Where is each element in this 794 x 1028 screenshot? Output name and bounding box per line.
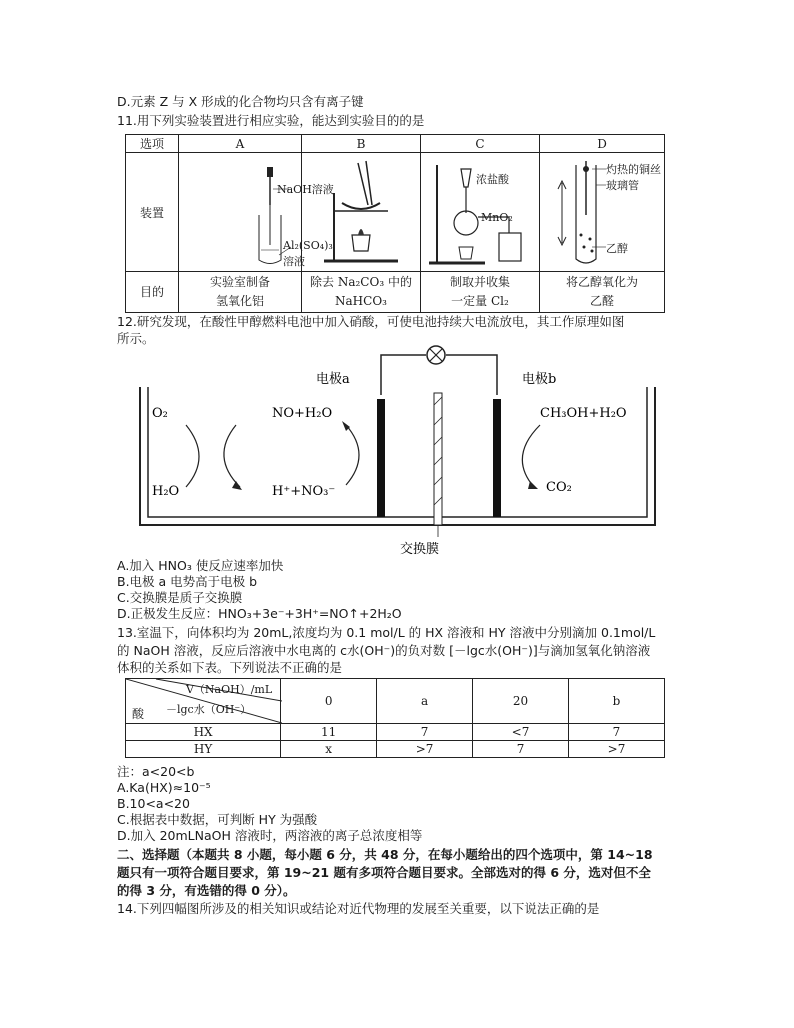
col-b: B xyxy=(302,135,421,153)
header-lgc: －lgc水（OH⁻） xyxy=(166,703,252,716)
q12-option-b: B.电极 a 电势高于电极 b xyxy=(117,574,258,589)
label-h-no3: H⁺+NO₃⁻ xyxy=(272,484,336,499)
q13-option-c: C.根据表中数据，可判断 HY 为强酸 xyxy=(117,812,318,827)
device-b xyxy=(302,153,421,272)
label-h2o: H₂O xyxy=(152,484,180,499)
label-hot-copper: 灼热的铜丝 xyxy=(606,162,661,176)
label-no-h2o: NO+H₂O xyxy=(272,406,333,421)
section-2-line2: 题只有一项符合题目要求，第 19~21 题有多项符合题目要求。全部选对的得 6 分，选对但不全 xyxy=(117,865,651,880)
question-13-line3: 体积的关系如下表。下列说法不正确的是 xyxy=(117,660,343,675)
q13-option-b: B.10<a<20 xyxy=(117,796,190,811)
header-volume: V（NaOH）/mL xyxy=(185,683,273,696)
diagonal-header-cell xyxy=(126,679,281,724)
col-v0: 0 xyxy=(281,679,377,724)
aim-a: 实验室制备 氢氧化铝 xyxy=(179,272,302,313)
label-o2: O₂ xyxy=(152,406,168,421)
col-vb: b xyxy=(569,679,665,724)
question-13-line2: 的 NaOH 溶液，反应后溶液中水电离的 c水(OH⁻)的负对数 [－lgc水(OH⁻)]与滴加氢氧化钠溶液 xyxy=(117,643,651,658)
q12-option-c: C.交换膜是质子交换膜 xyxy=(117,590,243,605)
question-12-line2: 所示。 xyxy=(117,331,155,346)
q13-option-d: D.加入 20mLNaOH 溶液时，两溶液的离子总浓度相等 xyxy=(117,828,423,843)
device-d xyxy=(540,153,665,272)
label-ethanol: 乙醇 xyxy=(606,241,628,255)
header-acid: 酸 xyxy=(132,707,145,721)
question-14: 14.下列四幅图所涉及的相关知识或结论对近代物理的发展至关重要，以下说法正确的是 xyxy=(117,901,600,916)
electrode-b xyxy=(493,399,501,517)
q12-option-d: D.正极发生反应：HNO₃+3e⁻+3H⁺=NO↑+2H₂O xyxy=(117,606,402,621)
section-2-line3: 的得 3 分，有选错的得 0 分）。 xyxy=(117,883,296,898)
header-device: 装置 xyxy=(126,153,179,272)
table-row: HX 11 7 <7 7 xyxy=(126,724,665,741)
col-a: A xyxy=(179,135,302,153)
q13-note: 注：a<20<b xyxy=(117,764,195,779)
electrode-a-label: 电极a xyxy=(316,372,350,387)
fuel-cell-diagram xyxy=(0,345,794,560)
col-c: C xyxy=(421,135,540,153)
label-co2: CO₂ xyxy=(546,480,572,495)
q13-option-a: A.Ka(HX)≈10⁻⁵ xyxy=(117,780,211,795)
prev-option-d: D.元素 Z 与 X 形成的化合物均只含有离子键 xyxy=(117,94,364,109)
exchange-membrane xyxy=(434,393,442,525)
col-d: D xyxy=(540,135,665,153)
label-solution: 溶液 xyxy=(283,254,305,268)
section-2-line1: 二、选择题（本题共 8 小题，每小题 6 分，共 48 分，在每小题给出的四个选项中，第 14~18 xyxy=(117,847,653,862)
aim-b: 除去 Na₂CO₃ 中的 NaHCO₃ xyxy=(302,272,421,313)
header-aim: 目的 xyxy=(126,272,179,313)
electrode-b-label: 电极b xyxy=(522,372,557,387)
col-va: a xyxy=(377,679,473,724)
q12-option-a: A.加入 HNO₃ 使反应速率加快 xyxy=(117,558,284,573)
label-mno2: MnO₂ xyxy=(481,210,513,224)
label-al2so4: Al₂(SO₄)₃ xyxy=(283,238,333,252)
col-v20: 20 xyxy=(473,679,569,724)
membrane-label: 交换膜 xyxy=(400,542,440,557)
device-a xyxy=(179,153,334,272)
question-11: 11.用下列实验装置进行相应实验，能达到实验目的的是 xyxy=(117,113,425,128)
aim-c: 制取并收集 一定量 Cl₂ xyxy=(421,272,540,313)
label-glass-tube: 玻璃管 xyxy=(606,178,639,192)
label-naoh: NaOH溶液 xyxy=(277,182,334,196)
table-row: HY x >7 7 >7 xyxy=(126,741,665,758)
question-13-line1: 13.室温下，向体积均为 20mL,浓度均为 0.1 mol/L 的 HX 溶液和 HY 溶液中分别滴加 0.1mol/L xyxy=(117,625,656,640)
header-option: 选项 xyxy=(126,135,179,153)
titration-table xyxy=(125,678,665,758)
label-ch3oh: CH₃OH+H₂O xyxy=(540,406,627,421)
question-12-line1: 12.研究发现，在酸性甲醇燃料电池中加入硝酸，可使电池持续大电流放电，其工作原理如图 xyxy=(117,314,625,329)
electrode-a xyxy=(377,399,385,517)
label-conc-hcl: 浓盐酸 xyxy=(476,172,509,186)
aim-d: 将乙醇氧化为 乙醛 xyxy=(540,272,665,313)
experiment-table xyxy=(125,134,665,313)
device-c xyxy=(421,153,540,272)
